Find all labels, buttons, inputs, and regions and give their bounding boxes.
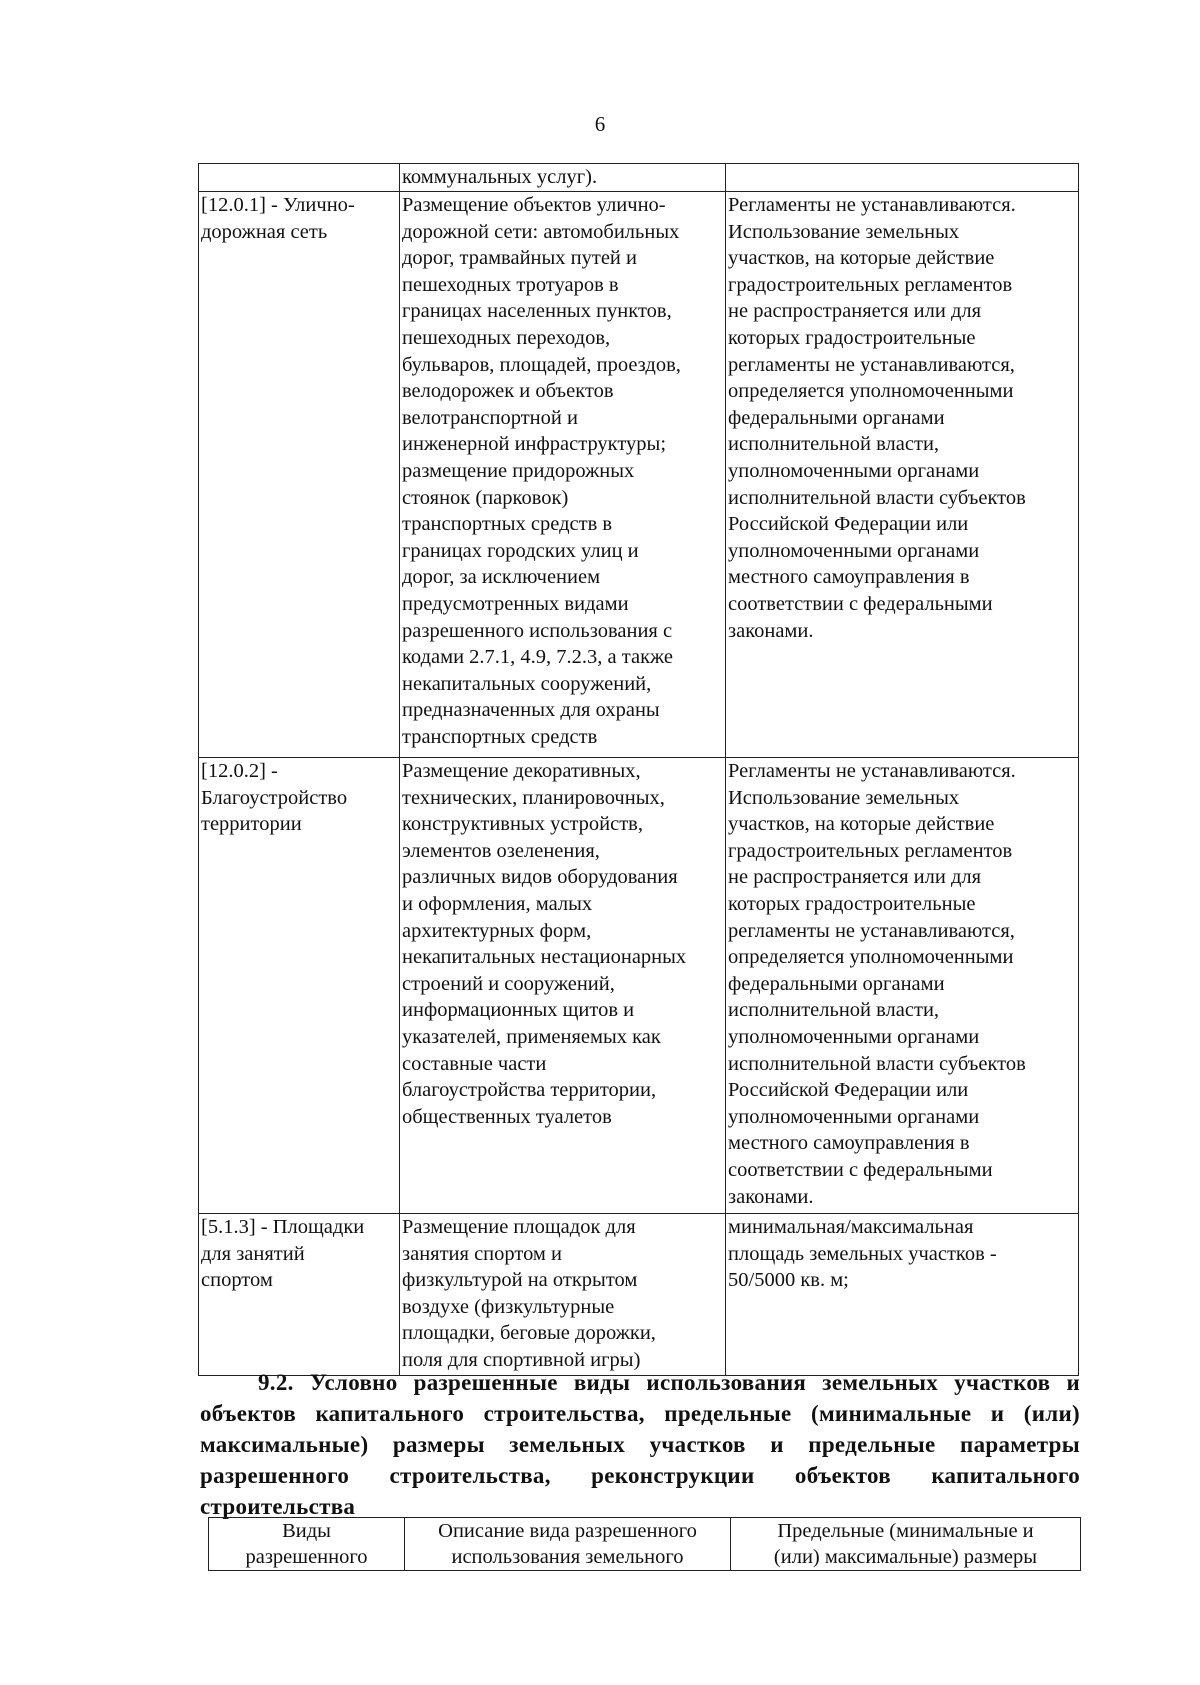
description-cell: Размещение объектов улично- дорожной сети: автомобильных дорог, трамвайных путей и пешеходных тротуаров в границах населенных пунктов, пешеходных переходов, бульваров, площадей, проездов, велодорожек и объектов велотранспортной и инженерной инфраструктуры; размещение придорожных стоянок (парковок) транспортных средств в границах городских улиц и дорог, за исключением предусмотренных видами разрешенного использования с кодами 2.7.1, 4.9, 7.2.3, а также некапитальных сооружений, предназначенных для охраны транспортных средств [400, 192, 726, 758]
table-row [199, 758, 1079, 1214]
code-cell: [5.1.3] - Площадки для занятий спортом [199, 1214, 400, 1376]
column-header: Предельные (минимальные и (или) максимальные) размеры [731, 1518, 1081, 1571]
section-heading [200, 1367, 1080, 1522]
page-number: 6 [594, 112, 606, 136]
description-cell: Размещение декоративных, технических, планировочных, конструктивных устройств, элементов озеленения, различных видов оборудования и оформления, малых архитектурных форм, некапитальных нестационарных строений и сооружений, информационных щитов и указателей, применяемых как составные части благоустройства территории, общественных туалетов [400, 758, 726, 1214]
table-row [199, 164, 1079, 192]
parameters-cell: минимальная/максимальная площадь земельных участков - 50/5000 кв. м; [726, 1214, 1079, 1376]
permitted-uses-table [198, 163, 1079, 1376]
parameters-cell: Регламенты не устанавливаются. Использование земельных участков, на которые действие градостроительных регламентов не распространяется или для которых градостроительные регламенты не устанавливаются, определяется уполномоченными федеральными органами исполнительной власти, уполномоченными органами исполнительной власти субъектов Российской Федерации или уполномоченными органами местного самоуправления в соответствии с федеральными законами. [726, 192, 1079, 758]
code-cell: [12.0.1] - Улично- дорожная сеть [199, 192, 400, 758]
description-cell: Размещение площадок для занятия спортом и физкультурой на открытом воздухе (физкультурные площадки, беговые дорожки, поля для спортивной игры) [400, 1214, 726, 1376]
column-header: Описание вида разрешенного использования земельного [405, 1518, 731, 1571]
parameters-cell [726, 164, 1079, 192]
conditional-uses-table-header [208, 1517, 1081, 1571]
code-cell: [12.0.2] - Благоустройство территории [199, 758, 400, 1214]
section-title: Условно разрешенные виды использования земельных участков и объектов капитального строительства, предельные (минимальные и (или) максимальные) размеры земельных участков и предельные параметры разрешенного строительства, реконструкции объектов капитального строительства [200, 1370, 1080, 1519]
parameters-cell: Регламенты не устанавливаются. Использование земельных участков, на которые действие градостроительных регламентов не распространяется или для которых градостроительные регламенты не устанавливаются, определяется уполномоченными федеральными органами исполнительной власти, уполномоченными органами исполнительной власти субъектов Российской Федерации или уполномоченными органами местного самоуправления в соответствии с федеральными законами. [726, 758, 1079, 1214]
table-header-row [209, 1518, 1081, 1571]
section-number: 9.2. [258, 1370, 294, 1395]
table-row [199, 192, 1079, 758]
code-cell [199, 164, 400, 192]
description-cell: коммунальных услуг). [400, 164, 726, 192]
table-row [199, 1214, 1079, 1376]
column-header: Виды разрешенного [209, 1518, 405, 1571]
